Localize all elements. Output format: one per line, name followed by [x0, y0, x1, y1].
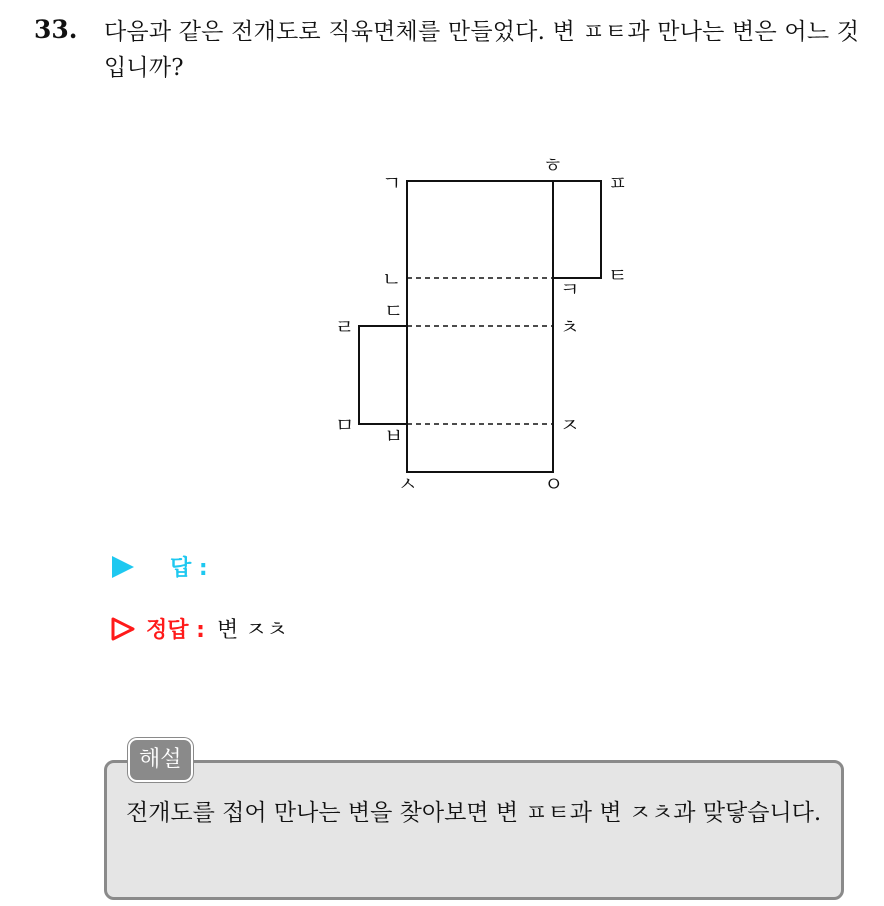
vertex-label-k: ㅋ	[560, 277, 580, 301]
vertex-label-r: ㄹ	[335, 315, 355, 339]
correct-answer-label: 정답 :	[146, 618, 205, 643]
vertex-label-o: ㅇ	[544, 472, 564, 496]
explanation-tab: 해설	[128, 738, 193, 782]
vertex-label-p: ㅍ	[608, 171, 628, 195]
answer-blank-row	[110, 551, 208, 582]
question-text: 다음과 같은 전개도로 직육면체를 만들었다. 변 ㅍㅌ과 만나는 변은 어느 것입니까?	[104, 19, 860, 81]
correct-answer-row	[110, 613, 288, 644]
vertex-label-d: ㄷ	[384, 299, 404, 323]
right-flap-outline	[553, 181, 601, 278]
vertex-label-ch: ㅊ	[560, 315, 580, 339]
question-number: 33.	[34, 15, 78, 44]
vertex-label-b: ㅂ	[384, 424, 404, 448]
left-flap-outline	[359, 326, 407, 424]
outline-triangle-icon	[110, 616, 136, 642]
vertex-label-t: ㅌ	[608, 263, 628, 287]
answer-label: 답 :	[170, 556, 208, 581]
explanation-text: 전개도를 접어 만나는 변을 찾아보면 변 ㅍㅌ과 변 ㅈㅊ과 맞닿습니다.	[126, 800, 822, 826]
filled-triangle-icon	[110, 554, 136, 580]
vertex-label-j: ㅈ	[560, 413, 580, 437]
vertex-label-g: ㄱ	[382, 171, 402, 195]
vertex-label-n: ㄴ	[382, 267, 402, 291]
correct-answer-value: 변 ㅈㅊ	[216, 618, 288, 643]
vertex-label-m: ㅁ	[335, 413, 355, 437]
vertex-label-s: ㅅ	[398, 472, 418, 496]
vertex-label-h: ㅎ	[543, 153, 563, 177]
